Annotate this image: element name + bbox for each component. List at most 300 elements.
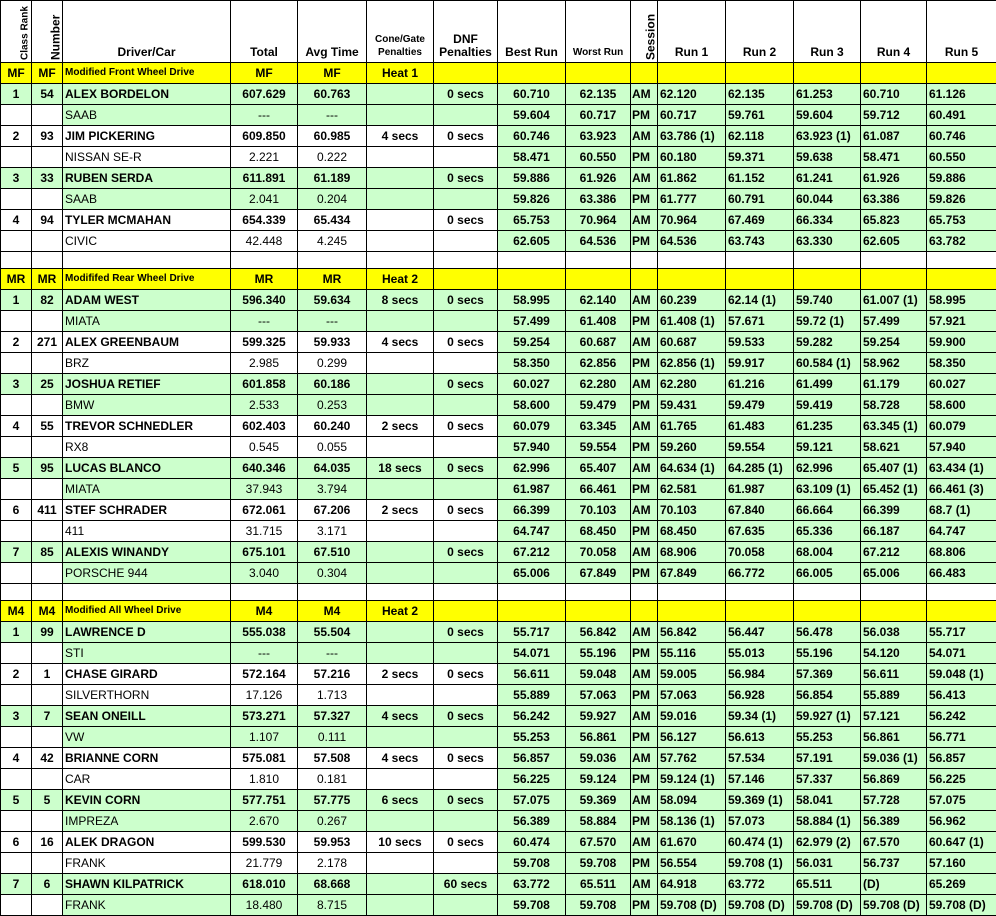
total-diff: 2.041 [231, 189, 298, 210]
cone-penalties [367, 210, 434, 231]
class-code: MF [298, 63, 367, 84]
avg-diff: 0.181 [298, 769, 367, 790]
dnf-penalties: 0 secs [434, 748, 498, 769]
table-row [1, 290, 996, 311]
car-number: 7 [32, 706, 63, 727]
run-time: 61.235 [794, 416, 861, 437]
session-label: AM [631, 706, 658, 727]
dnf-penalties: 0 secs [434, 332, 498, 353]
total-time: 640.346 [231, 458, 298, 479]
cone-penalties: 18 secs [367, 458, 434, 479]
spacer-cell [32, 252, 63, 269]
best-run: 61.987 [498, 479, 566, 500]
run-time: 60.717 [658, 105, 726, 126]
class-rank: 6 [1, 832, 32, 853]
car-number-blank [32, 395, 63, 416]
worst-run: 59.479 [566, 395, 631, 416]
class-code: MF [231, 63, 298, 84]
run-time: 61.179 [861, 374, 927, 395]
cone-blank [367, 353, 434, 374]
car-number-blank [32, 563, 63, 584]
run-time: 56.242 [927, 706, 996, 727]
table-row [1, 521, 996, 542]
run-time: 56.478 [794, 622, 861, 643]
best-run: 63.772 [498, 874, 566, 895]
run-time: 56.771 [927, 727, 996, 748]
class-rank: 7 [1, 542, 32, 563]
avg-diff: 0.253 [298, 395, 367, 416]
cone-penalties [367, 168, 434, 189]
header-number: Number [32, 1, 63, 63]
worst-run: 67.570 [566, 832, 631, 853]
total-diff: 2.221 [231, 147, 298, 168]
table-row [1, 895, 996, 916]
avg-time: 68.668 [298, 874, 367, 895]
class-rank: 4 [1, 748, 32, 769]
car-name: BMW [63, 395, 231, 416]
header-row [1, 1, 996, 63]
run-time: 60.180 [658, 147, 726, 168]
avg-diff: 0.222 [298, 147, 367, 168]
class-header-blank [434, 63, 498, 84]
run-time: 63.386 [861, 189, 927, 210]
avg-diff: 0.299 [298, 353, 367, 374]
table-row [1, 832, 996, 853]
run-time: 61.087 [861, 126, 927, 147]
best-run: 54.071 [498, 643, 566, 664]
run-time: 68.806 [927, 542, 996, 563]
run-time: 59.886 [927, 168, 996, 189]
class-header-blank [434, 601, 498, 622]
total-time: 596.340 [231, 290, 298, 311]
car-number-blank [32, 853, 63, 874]
class-code: MR [298, 269, 367, 290]
total-diff: 2.533 [231, 395, 298, 416]
run-time: 59.917 [726, 353, 794, 374]
dnf-blank [434, 311, 498, 332]
class-header-blank [726, 63, 794, 84]
worst-run: 59.927 [566, 706, 631, 727]
run-time: 65.336 [794, 521, 861, 542]
run-time: 68.906 [658, 542, 726, 563]
class-header-blank [566, 601, 631, 622]
car-number: 93 [32, 126, 63, 147]
driver-name: LAWRENCE D [63, 622, 231, 643]
spacer-cell [231, 252, 298, 269]
cone-blank [367, 685, 434, 706]
dnf-penalties: 0 secs [434, 622, 498, 643]
cone-blank [367, 147, 434, 168]
spacer-cell [794, 584, 861, 601]
dnf-penalties: 0 secs [434, 126, 498, 147]
total-diff: --- [231, 643, 298, 664]
best-run: 56.389 [498, 811, 566, 832]
session-label: AM [631, 542, 658, 563]
class-rank: 3 [1, 168, 32, 189]
cone-penalties [367, 84, 434, 105]
class-rank-blank [1, 563, 32, 584]
worst-run: 58.884 [566, 811, 631, 832]
table-row [1, 500, 996, 521]
cone-blank [367, 395, 434, 416]
worst-run: 55.196 [566, 643, 631, 664]
run-time: 59.708 (D) [658, 895, 726, 916]
class-rank-blank [1, 311, 32, 332]
worst-run: 65.511 [566, 874, 631, 895]
total-diff: 2.985 [231, 353, 298, 374]
class-header-blank [927, 63, 996, 84]
dnf-penalties: 0 secs [434, 832, 498, 853]
avg-diff: --- [298, 643, 367, 664]
session-label: AM [631, 790, 658, 811]
total-time: 618.010 [231, 874, 298, 895]
driver-name: JOSHUA RETIEF [63, 374, 231, 395]
worst-run: 63.923 [566, 126, 631, 147]
class-header-blank [658, 601, 726, 622]
run-time: 59.604 [794, 105, 861, 126]
class-rank-blank [1, 685, 32, 706]
session-label: PM [631, 853, 658, 874]
run-time: 66.399 [861, 500, 927, 521]
run-time: 60.079 [927, 416, 996, 437]
total-time: 599.530 [231, 832, 298, 853]
spacer-cell [434, 584, 498, 601]
table-row [1, 210, 996, 231]
car-name: SAAB [63, 105, 231, 126]
session-label: PM [631, 189, 658, 210]
class-header-blank [794, 63, 861, 84]
cone-blank [367, 311, 434, 332]
run-time: 57.369 [794, 664, 861, 685]
best-run: 59.886 [498, 168, 566, 189]
run-time: 67.635 [726, 521, 794, 542]
header-total: Total [231, 1, 298, 63]
dnf-blank [434, 811, 498, 832]
class-name: Modififed Rear Wheel Drive [63, 269, 231, 290]
total-time: 555.038 [231, 622, 298, 643]
class-rank-blank [1, 353, 32, 374]
header-dnf: DNF Penalties [434, 1, 498, 63]
best-run: 62.605 [498, 231, 566, 252]
avg-diff: --- [298, 311, 367, 332]
run-time: 67.849 [658, 563, 726, 584]
run-time: 59.260 [658, 437, 726, 458]
best-run: 58.471 [498, 147, 566, 168]
run-time: 70.103 [658, 500, 726, 521]
dnf-penalties: 0 secs [434, 664, 498, 685]
table-row [1, 479, 996, 500]
run-time: 56.854 [794, 685, 861, 706]
run-time: 61.253 [794, 84, 861, 105]
car-name: IMPREZA [63, 811, 231, 832]
run-time: 59.254 [861, 332, 927, 353]
best-run: 55.253 [498, 727, 566, 748]
car-name: BRZ [63, 353, 231, 374]
run-time: 59.048 (1) [927, 664, 996, 685]
table-row [1, 105, 996, 126]
cone-blank [367, 769, 434, 790]
run-time: 60.239 [658, 290, 726, 311]
header-session: Session [631, 1, 658, 63]
class-code: M4 [298, 601, 367, 622]
run-time: 56.031 [794, 853, 861, 874]
run-time: 57.728 [861, 790, 927, 811]
run-time: 58.621 [861, 437, 927, 458]
table-row [1, 147, 996, 168]
class-header-row [1, 269, 996, 290]
run-time: 56.611 [861, 664, 927, 685]
run-time: 59.708 (D) [726, 895, 794, 916]
class-rank: 4 [1, 416, 32, 437]
session-label: AM [631, 126, 658, 147]
spacer-cell [566, 252, 631, 269]
table-row [1, 84, 996, 105]
class-rank-blank [1, 811, 32, 832]
cone-penalties [367, 374, 434, 395]
worst-run: 67.849 [566, 563, 631, 584]
run-time: 63.743 [726, 231, 794, 252]
class-rank: 2 [1, 664, 32, 685]
dnf-blank [434, 643, 498, 664]
best-run: 56.857 [498, 748, 566, 769]
best-run: 56.242 [498, 706, 566, 727]
run-time: 61.670 [658, 832, 726, 853]
worst-run: 59.048 [566, 664, 631, 685]
class-header-blank [927, 269, 996, 290]
run-time: 58.136 (1) [658, 811, 726, 832]
table-row [1, 563, 996, 584]
total-time: 601.858 [231, 374, 298, 395]
cone-blank [367, 231, 434, 252]
run-time: 56.984 [726, 664, 794, 685]
class-header-blank [658, 269, 726, 290]
car-name: SILVERTHORN [63, 685, 231, 706]
session-label: AM [631, 332, 658, 353]
table-row [1, 168, 996, 189]
run-time: 57.160 [927, 853, 996, 874]
best-run: 62.996 [498, 458, 566, 479]
header-avg: Avg Time [298, 1, 367, 63]
run-time: 57.499 [861, 311, 927, 332]
header-run5: Run 5 [927, 1, 996, 63]
worst-run: 62.135 [566, 84, 631, 105]
best-run: 58.350 [498, 353, 566, 374]
dnf-blank [434, 479, 498, 500]
class-header-blank [498, 601, 566, 622]
total-diff: 2.670 [231, 811, 298, 832]
cone-penalties [367, 542, 434, 563]
cone-penalties: 4 secs [367, 706, 434, 727]
run-time: 63.434 (1) [927, 458, 996, 479]
table-row [1, 332, 996, 353]
car-number-blank [32, 521, 63, 542]
best-run: 60.079 [498, 416, 566, 437]
total-time: 607.629 [231, 84, 298, 105]
run-time: 67.469 [726, 210, 794, 231]
best-run: 65.753 [498, 210, 566, 231]
best-run: 60.746 [498, 126, 566, 147]
run-time: 58.962 [861, 353, 927, 374]
session-label: AM [631, 290, 658, 311]
total-diff: --- [231, 311, 298, 332]
avg-time: 57.508 [298, 748, 367, 769]
run-time: 62.605 [861, 231, 927, 252]
cone-penalties: 6 secs [367, 790, 434, 811]
class-rank-blank [1, 479, 32, 500]
dnf-blank [434, 231, 498, 252]
driver-name: ALEX GREENBAUM [63, 332, 231, 353]
run-time: 59.708 (1) [726, 853, 794, 874]
run-time: 66.483 [927, 563, 996, 584]
run-time: 61.987 [726, 479, 794, 500]
session-label: AM [631, 458, 658, 479]
dnf-blank [434, 353, 498, 374]
run-time: 67.840 [726, 500, 794, 521]
car-number: 82 [32, 290, 63, 311]
car-number: 411 [32, 500, 63, 521]
run-time: 59.761 [726, 105, 794, 126]
worst-run: 63.386 [566, 189, 631, 210]
results-body [1, 63, 996, 916]
run-time: (D) [861, 874, 927, 895]
run-time: 59.016 [658, 706, 726, 727]
run-time: 58.041 [794, 790, 861, 811]
driver-name: STEF SCHRADER [63, 500, 231, 521]
table-row [1, 622, 996, 643]
run-time: 66.461 (3) [927, 479, 996, 500]
car-name: MIATA [63, 311, 231, 332]
class-rank-blank [1, 395, 32, 416]
dnf-blank [434, 685, 498, 706]
best-run: 55.717 [498, 622, 566, 643]
dnf-blank [434, 563, 498, 584]
cone-blank [367, 437, 434, 458]
run-time: 68.450 [658, 521, 726, 542]
avg-time: 60.985 [298, 126, 367, 147]
car-number: 5 [32, 790, 63, 811]
driver-name: KEVIN CORN [63, 790, 231, 811]
run-time: 61.241 [794, 168, 861, 189]
class-rank: 3 [1, 374, 32, 395]
run-time: 68.004 [794, 542, 861, 563]
worst-run: 62.280 [566, 374, 631, 395]
run-time: 55.253 [794, 727, 861, 748]
avg-diff: 1.713 [298, 685, 367, 706]
run-time: 59.479 [726, 395, 794, 416]
run-time: 55.116 [658, 643, 726, 664]
total-time: 675.101 [231, 542, 298, 563]
run-time: 59.712 [861, 105, 927, 126]
dnf-penalties: 0 secs [434, 416, 498, 437]
class-heat: Heat 1 [367, 63, 434, 84]
worst-run: 68.450 [566, 521, 631, 542]
session-label: AM [631, 168, 658, 189]
run-time: 58.995 [927, 290, 996, 311]
run-time: 67.212 [861, 542, 927, 563]
spacer-cell [658, 584, 726, 601]
run-time: 59.419 [794, 395, 861, 416]
avg-diff: 3.794 [298, 479, 367, 500]
run-time: 57.075 [927, 790, 996, 811]
run-time: 63.786 (1) [658, 126, 726, 147]
session-label: AM [631, 374, 658, 395]
car-number: 1 [32, 664, 63, 685]
run-time: 57.671 [726, 311, 794, 332]
class-rank: 1 [1, 622, 32, 643]
run-time: 66.005 [794, 563, 861, 584]
worst-run: 70.964 [566, 210, 631, 231]
dnf-penalties: 0 secs [434, 290, 498, 311]
avg-time: 61.189 [298, 168, 367, 189]
class-rank-blank [1, 769, 32, 790]
class-header-blank [566, 269, 631, 290]
run-time: 63.109 (1) [794, 479, 861, 500]
avg-time: 60.240 [298, 416, 367, 437]
spacer-cell [367, 584, 434, 601]
header-cone: Cone/Gate Penalties [367, 1, 434, 63]
driver-name: RUBEN SERDA [63, 168, 231, 189]
cone-blank [367, 895, 434, 916]
run-time: 61.007 (1) [861, 290, 927, 311]
session-label: PM [631, 563, 658, 584]
car-number-blank [32, 643, 63, 664]
run-time: 67.570 [861, 832, 927, 853]
cone-penalties: 4 secs [367, 332, 434, 353]
cone-blank [367, 479, 434, 500]
spacer-cell [794, 252, 861, 269]
class-header-blank [631, 601, 658, 622]
best-run: 64.747 [498, 521, 566, 542]
run-time: 63.345 (1) [861, 416, 927, 437]
car-name: NISSAN SE-R [63, 147, 231, 168]
run-time: 63.923 (1) [794, 126, 861, 147]
best-run: 56.225 [498, 769, 566, 790]
class-header-blank [658, 63, 726, 84]
class-header-blank [631, 269, 658, 290]
run-time: 57.337 [794, 769, 861, 790]
run-time: 58.728 [861, 395, 927, 416]
run-time: 55.889 [861, 685, 927, 706]
run-time: 58.884 (1) [794, 811, 861, 832]
session-label: PM [631, 231, 658, 252]
spacer-cell [861, 584, 927, 601]
class-header-blank [434, 269, 498, 290]
run-time: 61.408 (1) [658, 311, 726, 332]
run-time: 59.900 [927, 332, 996, 353]
avg-time: 67.206 [298, 500, 367, 521]
run-time: 56.962 [927, 811, 996, 832]
run-time: 65.452 (1) [861, 479, 927, 500]
run-time: 57.191 [794, 748, 861, 769]
table-row [1, 353, 996, 374]
run-time: 59.826 [927, 189, 996, 210]
spacer-cell [498, 584, 566, 601]
run-time: 59.34 (1) [726, 706, 794, 727]
cone-penalties: 4 secs [367, 126, 434, 147]
worst-run: 70.103 [566, 500, 631, 521]
car-name: MIATA [63, 479, 231, 500]
avg-time: 60.763 [298, 84, 367, 105]
class-header-blank [927, 601, 996, 622]
run-time: 60.647 (1) [927, 832, 996, 853]
run-time: 56.127 [658, 727, 726, 748]
car-number-blank [32, 479, 63, 500]
spacer-row [1, 252, 996, 269]
run-time: 60.746 [927, 126, 996, 147]
run-time: 62.118 [726, 126, 794, 147]
class-header-blank [498, 63, 566, 84]
run-time: 57.921 [927, 311, 996, 332]
